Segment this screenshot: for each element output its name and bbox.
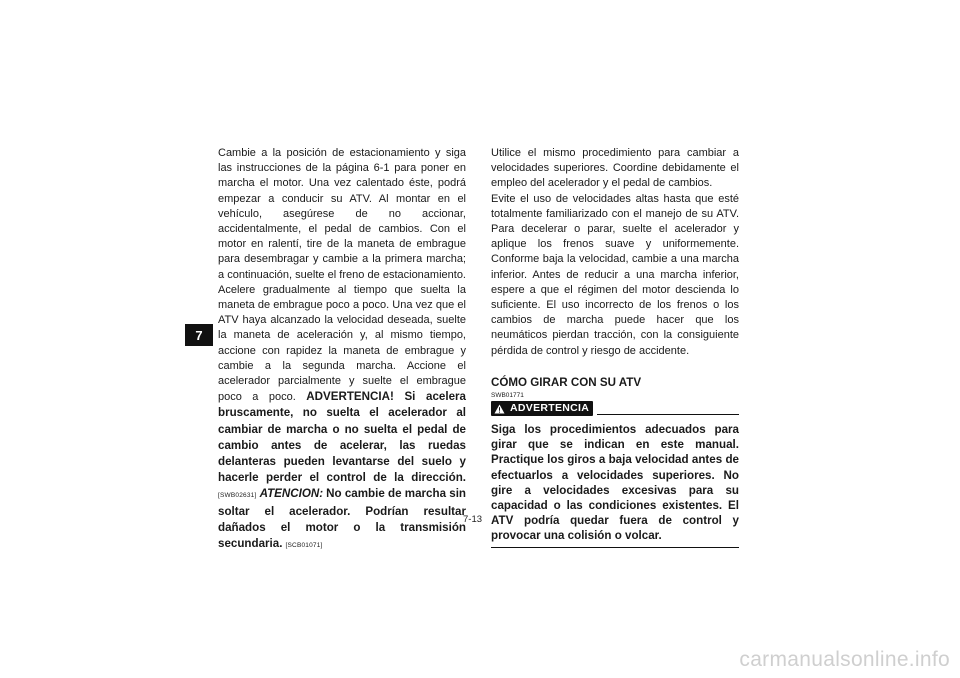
chapter-tab: 7 <box>185 324 213 346</box>
left-paragraph <box>218 146 466 553</box>
warning-header-rule <box>597 414 739 415</box>
warning-badge <box>491 401 593 416</box>
warning-header <box>491 401 739 416</box>
watermark: carmanualsonline.info <box>739 648 950 671</box>
shifting-warning-text: ADVERTENCIA! Si acelera bruscamente, no suelta el acelerador al cambiar de marcha o no suelta el pedal de cambio antes de acelerar, las ruedas delanteras pueden levantarse del suelo y hacerle perder el control de la dirección. <box>218 390 466 485</box>
caution-label: ATENCION: <box>259 487 324 501</box>
warning-label: ADVERTENCIA <box>510 401 590 414</box>
warning-box-code: SWB01771 <box>491 392 524 400</box>
right-column <box>491 146 739 548</box>
speed-paragraph: Evite el uso de velocidades altas hasta que esté totalmente familiarizado con el manejo de su ATV. Para decelerar o parar, suelte el acelerador y aplique los frenos suave y uniformemente. Conforme baja la velocidad, cambie a una marcha inferior. Antes de reducir a una marcha inferior, espere a que el régimen del motor descienda lo suficiente. El uso incorrecto de los frenos o los cambios de marcha puede hacer que los neumáticos pierdan tracción, con la consiguiente pérdida de control y riesgo de accidente. <box>491 192 739 357</box>
riding-instructions-text: Cambie a la posición de estacionamiento y siga las instrucciones de la página 6-1 para poner en marcha el motor. Una vez calentado éste, podrá empezar a conducir su ATV. Al montar en el vehículo, asegúrese de no accionar, accidentalmente, el pedal de cambios. Con el motor en ralentí, tire de la maneta de embrague para desembragar y cambie a la primera marcha; a continuación, suelte el freno de estacionamiento. Acelere gradualmente al tiempo que suelta la maneta de embrague poco a poco. Una vez que el ATV haya alcanzado la velocidad deseada, suelte la maneta de aceleración y, al mismo tiempo, accione con rapidez la maneta de embrague y cambie a la segunda marcha. Accione el acelerador parcialmente y suelte el embrague poco a poco. <box>218 147 466 404</box>
page-number: 7-13 <box>463 514 483 525</box>
warning-end-rule <box>491 547 739 548</box>
caution-text: No cambie de marcha sin soltar el acelerador. Podrían resultar dañados el motor o la transmisión secundaria. <box>218 487 466 551</box>
upshift-paragraph: Utilice el mismo procedimiento para cambiar a velocidades superiores. Coordine debidamente el empleo del acelerador y el pedal de cambios. <box>491 147 739 190</box>
section-heading: CÓMO GIRAR CON SU ATV <box>491 375 642 389</box>
caution-code: [SCB01071] <box>285 542 323 550</box>
turning-warning-text: Siga los procedimientos adecuados para girar que se indican en este manual. Practique los giros a baja velocidad antes de efectuarlos a velocidades superiores. No gire a velocidades excesivas para su capacidad o las condiciones existentes. El ATV podría quedar fuera de control y provocar una colisión o volcar. <box>491 423 739 543</box>
warning-code: [SWB02631] <box>218 492 257 500</box>
left-column <box>218 146 466 553</box>
warning-triangle-icon <box>494 404 505 414</box>
